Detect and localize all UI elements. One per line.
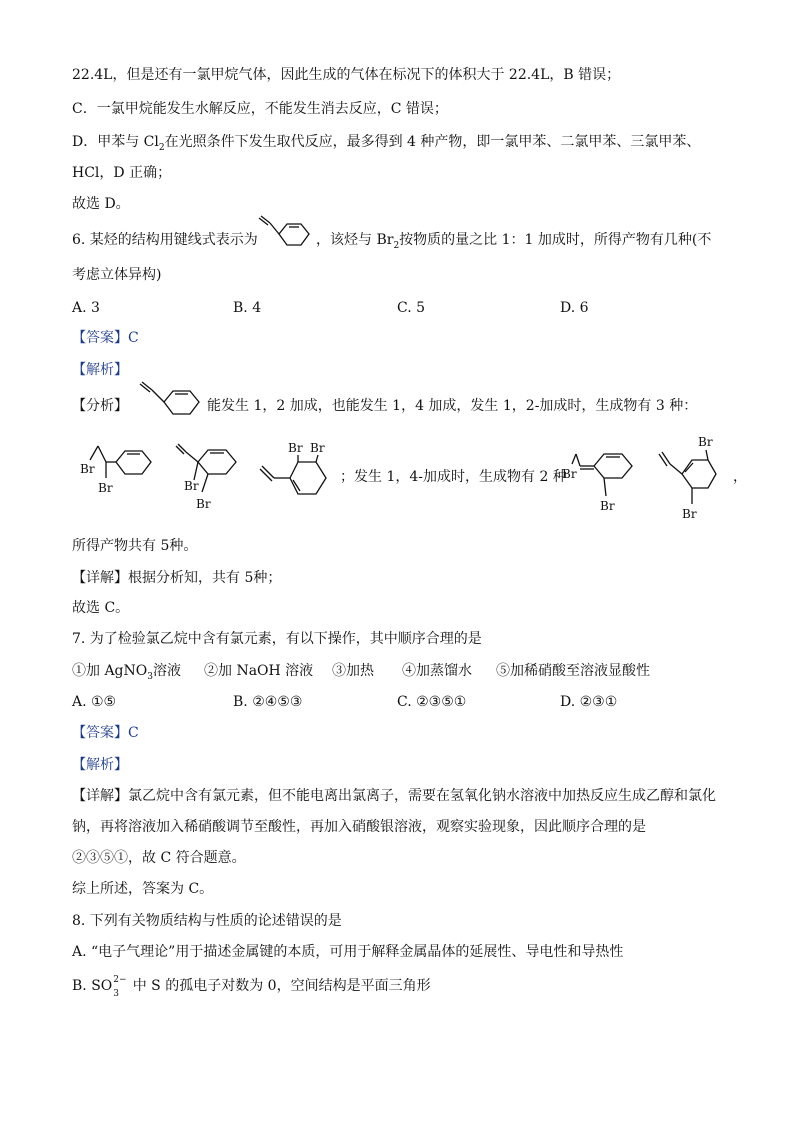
text: 按物质的量之比 1：1 加成时，所得产物有几种(不	[399, 232, 712, 248]
product-5-structure	[652, 432, 728, 522]
q7-option-c: C. ②③⑤①	[397, 694, 467, 710]
q6-answer: 【答案】C	[72, 330, 139, 346]
br-atom: Br	[698, 435, 713, 449]
comma: ，	[733, 469, 747, 485]
q7-option-b: B. ②④⑤③	[233, 694, 303, 710]
br-atom: Br	[80, 462, 95, 476]
text: 【分析】	[72, 398, 128, 414]
subscript: 2	[393, 240, 400, 251]
bond	[186, 452, 198, 462]
bond	[662, 452, 670, 464]
q6-jiexi: 【解析】	[72, 362, 128, 378]
q6-total: 所得产物共有 5种。	[72, 538, 198, 554]
q6-14-addition: ；发生 1，4-加成时，生成物有 2 种	[340, 469, 567, 485]
vinyl-double-bond	[259, 218, 268, 225]
vinyl-bond	[270, 223, 279, 234]
q6-stem	[72, 231, 258, 249]
q7-op3: ③加热	[332, 663, 374, 679]
ring	[682, 460, 716, 488]
vinyl-bond	[261, 216, 270, 223]
br-atom: Br	[600, 499, 615, 513]
bond	[202, 474, 208, 492]
text: 溶液	[152, 663, 181, 679]
q7-answer: 【答案】C	[72, 725, 139, 741]
bond	[90, 446, 98, 460]
double-bond	[659, 454, 667, 466]
br-atom: Br	[196, 497, 211, 511]
charge-index	[112, 975, 128, 999]
line-2: C．一氯甲烷能发生水解反应，不能发生消去反应，C 错误；	[72, 101, 448, 117]
double-bond	[176, 446, 184, 454]
q6-option-b: B. 4	[233, 300, 262, 316]
q7-stem: 7. 为了检验氯乙烷中含有氯元素，有以下操作，其中顺序合理的是	[72, 631, 482, 647]
q8-option-a: A. “电子气理论”用于描述金属键的本质，可用于解释金属晶体的延展性、导电性和导热性	[72, 944, 624, 960]
product-2-structure	[170, 440, 248, 516]
product-4-structure	[562, 440, 648, 516]
q7-op1	[72, 662, 181, 686]
line-1: 22.4L，但是还有一氯甲烷气体，因此生成的气体在标况下的体积大于 22.4L，B 错误；	[72, 67, 621, 83]
br-atom: Br	[562, 467, 577, 481]
q6-analysis	[72, 397, 128, 415]
q6-stem-line2: 考虑立体异构)	[72, 267, 162, 283]
text: D．甲苯与 Cl	[72, 134, 159, 150]
br-atom: Br	[98, 481, 113, 495]
subscript: 2	[158, 142, 165, 153]
line-3	[72, 133, 700, 157]
br-atom: Br	[288, 441, 303, 455]
text: 中 S 的孤电子对数为 0，空间结构是平面三角形	[128, 978, 431, 994]
text: 在光照条件下发生取代反应，最多得到 4 种产物，即一氯甲苯、二氯甲苯、三氯甲苯、	[164, 134, 701, 150]
q6-option-c: C. 5	[397, 300, 426, 316]
q6-option-d: D. 6	[560, 300, 589, 316]
bond	[178, 444, 186, 452]
bond	[604, 478, 606, 496]
ring	[290, 462, 326, 494]
subscript: 3	[147, 671, 153, 682]
q7-detail-3: ②③⑤①，故 C 符合题意。	[72, 850, 246, 866]
bond	[670, 464, 682, 474]
q6-analysis-cont: 能发生 1，2 加成，也能发生 1，4 加成，发生 1，2-加成时，生成物有 3 种：	[207, 398, 698, 414]
br-atom: Br	[310, 441, 325, 455]
q7-op5: ⑤加稀硝酸至溶液显酸性	[496, 663, 650, 679]
vinyl-bond	[152, 390, 164, 402]
superscript: 2−	[113, 975, 127, 985]
br-atom: Br	[184, 479, 199, 493]
bond	[316, 455, 318, 462]
text: B. SO	[72, 978, 113, 994]
q7-option-d: D. ②③①	[560, 694, 618, 710]
q6-select: 故选 C。	[72, 600, 130, 616]
q7-option-a: A. ①⑤	[72, 694, 117, 710]
q6-analysis-structure	[132, 378, 208, 424]
q7-detail-1: 【详解】氯乙烷中含有氯元素，但不能电离出氯离子，需要在氢氧化钠水溶液中加热反应生成乙醇和氯化	[72, 788, 716, 804]
q7-summary: 综上所述，答案为 C。	[72, 881, 214, 897]
q8-stem: 8. 下列有关物质结构与性质的论述错误的是	[72, 913, 342, 929]
bond	[98, 446, 106, 462]
line-4: HCl，D 正确；	[72, 165, 172, 181]
line-5: 故选 D。	[72, 196, 130, 212]
text: ，该烃与 Br	[316, 232, 394, 248]
q7-op2: ②加 NaOH 溶液	[204, 663, 314, 679]
q6-option-a: A. 3	[72, 300, 100, 316]
br-atom: Br	[682, 507, 697, 521]
bond	[572, 454, 576, 464]
bond	[706, 450, 708, 460]
q6-stem-cont	[316, 231, 711, 255]
q6-structure	[255, 212, 311, 254]
q7-jiexi: 【解析】	[72, 757, 128, 773]
bond	[576, 454, 580, 466]
q7-op4: ④加蒸馏水	[402, 663, 472, 679]
q6-detail: 【详解】根据分析知，共有 5种；	[72, 570, 282, 586]
q8-option-b	[72, 975, 431, 999]
q7-detail-2: 钠，再将溶液加入稀硝酸调节至酸性，再加入硝酸银溶液，观察实验现象，因此顺序合理的是	[72, 819, 646, 835]
bond	[194, 462, 198, 480]
text: 6. 某烃的结构用键线式表示为	[72, 232, 258, 248]
product-1-structure	[76, 440, 160, 502]
subscript: 3	[113, 989, 119, 999]
product-3-structure	[254, 438, 336, 514]
text: ①加 AgNO	[72, 663, 148, 679]
